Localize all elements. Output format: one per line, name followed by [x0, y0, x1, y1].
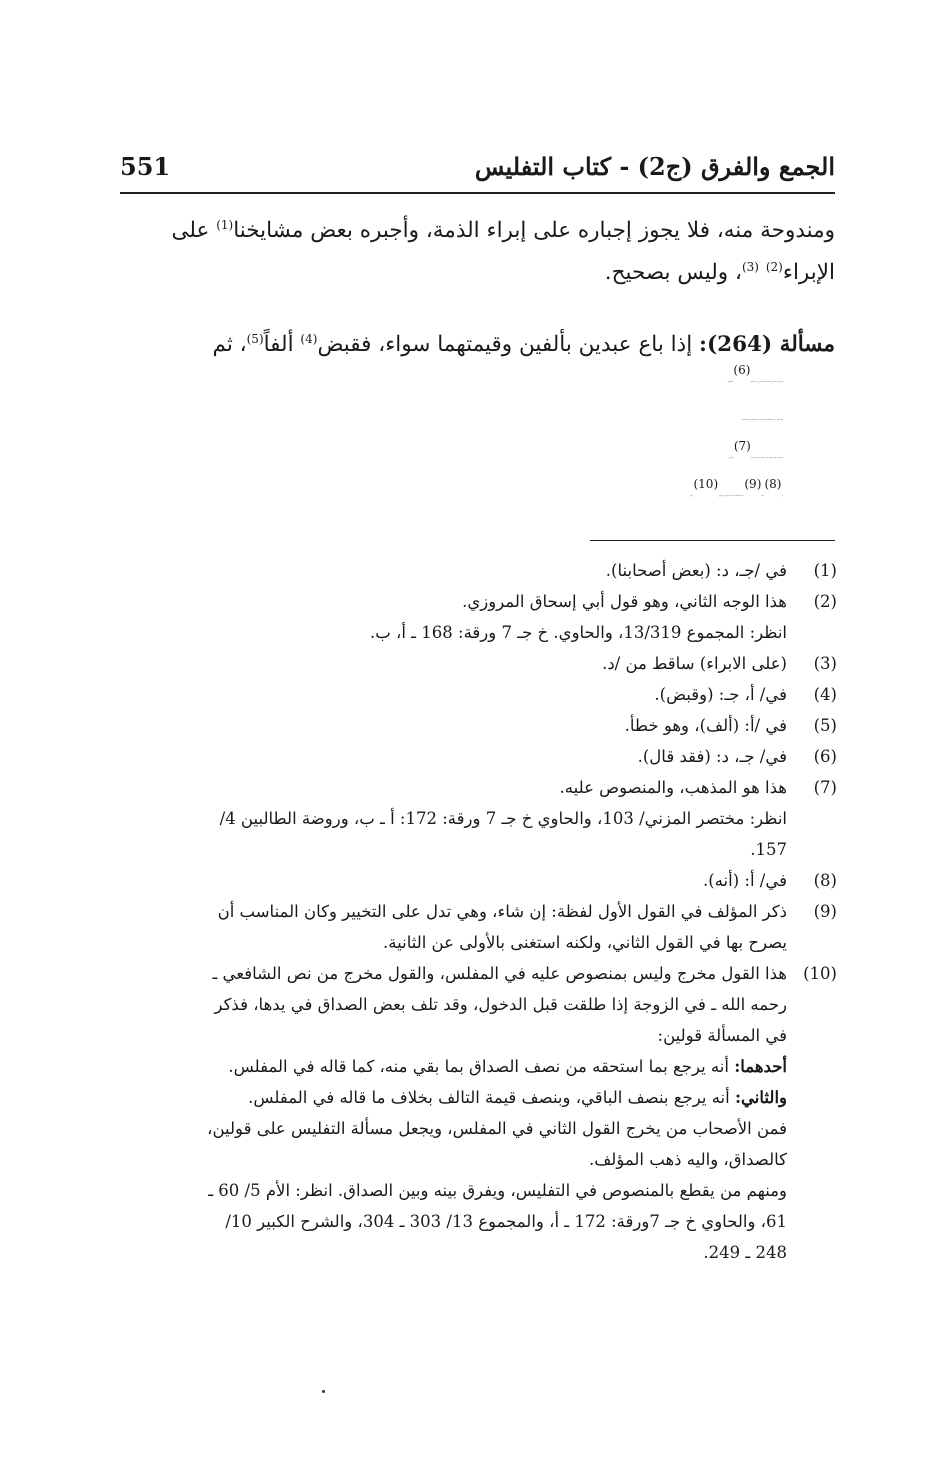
footnote-ref[interactable]: (2)	[765, 260, 783, 274]
footnote-ref[interactable]: (8)	[764, 477, 782, 491]
main-paragraph-1	[120, 210, 835, 294]
footnote-10-continued: أحدهما: أنه يرجع بما استحقه من نصف الصداق بما بقي منه، كما قاله في المفلس. والثاني: أنه يرجع بنصف الباقي، وبنصف قيمة التالف بخلاف ما قاله في المفلس. فمن الأصحاب من يخرج القول الثاني في المفلس، ويجعل مسألة التفليس على قولين، كالصداق، واليه ذهب المؤلف. ومنهم من يقطع بالمنصوص في التفليس، ويفرق بينه وبين الصداق. انظر: الأم 5/ 60 ـ 61، والحاوي خ جـ 7ورقة: 172 ـ أ، والمجموع 13/ 303 ـ 304، والشرح الكبير 10/ 248 ـ 249.	[207, 1057, 787, 1262]
page-number: 551	[120, 152, 171, 181]
footnote-8: (8) في/ أ: (أنه).	[125, 865, 837, 896]
footnote-number: (3)	[813, 654, 837, 673]
footnote-6: (6) في/ جـ، د: (فقد قال).	[125, 741, 837, 772]
footnote-number: (8)	[813, 871, 837, 890]
footnote-number: (7)	[813, 778, 837, 797]
footnote-number: (2)	[813, 592, 837, 611]
paragraph-line: حجر على المشتري، ومات أحد العبدين في يده، فقال$^{(6)}$ الشافعي ـ	[726, 363, 783, 383]
footnote-9: (9) ذكر المؤلف في القول الأول لفظة: إن شاء، وهي تدل على التخيير وكان المناسب أن يصرح بها في القول الثاني، ولكنه استغنى بالأولى عن الثانية.	[125, 896, 837, 958]
opinion-label: أحدهما:	[734, 1057, 787, 1076]
footnote-number: (10)	[803, 964, 837, 983]
footnote-number: (6)	[813, 747, 837, 766]
footnote-7: (7) هذا هو المذهب، والمنصوص عليه. انظر: مختصر المزني/ 103، والحاوي خ جـ 7 ورقة: 172: أ ـ ب، وروضة الطالبين 4/ 157.	[125, 772, 837, 865]
footnote-4: (4) في/ أ، جـ: (وقبض).	[125, 679, 837, 710]
footnote-ref[interactable]: (5)	[246, 332, 264, 346]
paragraph-line: مسألة (264): إذا باع عبدين بألفين وقيمتهما سواء، فقبض$^{(4)}$ ألفاً$^{(5)}$، ثم	[212, 332, 835, 357]
footnote-separator	[590, 540, 835, 541]
footnote-ref[interactable]: (1)	[216, 218, 234, 232]
running-title: الجمع والفرق (ج2) - كتاب التفليس	[474, 152, 835, 181]
footnote-number: (9)	[813, 902, 837, 921]
footnote-ref[interactable]: (9)	[744, 477, 762, 491]
footnote-5: (5) في /أ: (ألف)، وهو خطأ.	[125, 710, 837, 741]
footnote-2: (2) هذا الوجه الثاني، وهو قول أبي إسحاق المروزي. انظر: المجموع 13/319، والحاوي. خ جـ 7 ورقة: 168 ـ أ، ب.	[125, 586, 837, 648]
masala-label: مسألة (264):	[699, 332, 835, 357]
footnote-3: (3) (على الابراء) ساقط من /د.	[125, 648, 837, 679]
opinion-label: والثاني:	[734, 1088, 787, 1107]
footnote-number: (1)	[813, 561, 837, 580]
footnote-ref[interactable]: (4)	[300, 332, 318, 346]
masala-paragraph	[120, 326, 835, 516]
footnote-ref[interactable]: (7)	[733, 439, 751, 453]
footnote-ref[interactable]: (3)	[741, 260, 759, 274]
speck-mark	[322, 1390, 325, 1393]
page-header	[120, 150, 835, 194]
footnote-1: (1) في /جـ، د: (بعض أصحابنا).	[125, 555, 837, 586]
footnote-10: (10) هذا القول مخرج وليس بمنصوص عليه في المفلس، والقول مخرج من نص الشافعي ـ رحمه الله ـ في الزوجة إذا طلقت قبل الدخول، وقد تلف بعض الصداق في يدها، فذكر في المسألة قولين:	[125, 958, 837, 1051]
footnote-ref[interactable]: (6)	[733, 363, 751, 377]
footnote-number: (5)	[813, 716, 837, 735]
paragraph-line: ومندوحة منه، فلا يجوز إجباره على إبراء الذمة، وأجبره بعض مشايخنا$^{(1)}$ على	[171, 218, 835, 243]
paragraph-line: بحصته من الثمن وهو ما بقي، وذلك على جهة الحصر$^{(7)}$. والثاني:	[728, 439, 783, 459]
footnotes	[125, 555, 837, 1268]
paragraph-line: رحمه الله ـ: في المسألة قولان: أحدهما: أن البائع إن شاء أخذ العبد	[741, 420, 783, 421]
footnote-ref[interactable]: (10)	[693, 477, 719, 491]
paragraph-line: أن$^{(8)}$ يأخذ$^{(9)}$ نصف هذا العبد بنصف ما بقي له من الدين$^{(10)}$، وهو	[690, 477, 783, 497]
paragraph-line: الإبراء$^{(2)}$ $^{(3)}$، وليس بصحيح.	[604, 260, 835, 285]
footnote-number: (4)	[813, 685, 837, 704]
